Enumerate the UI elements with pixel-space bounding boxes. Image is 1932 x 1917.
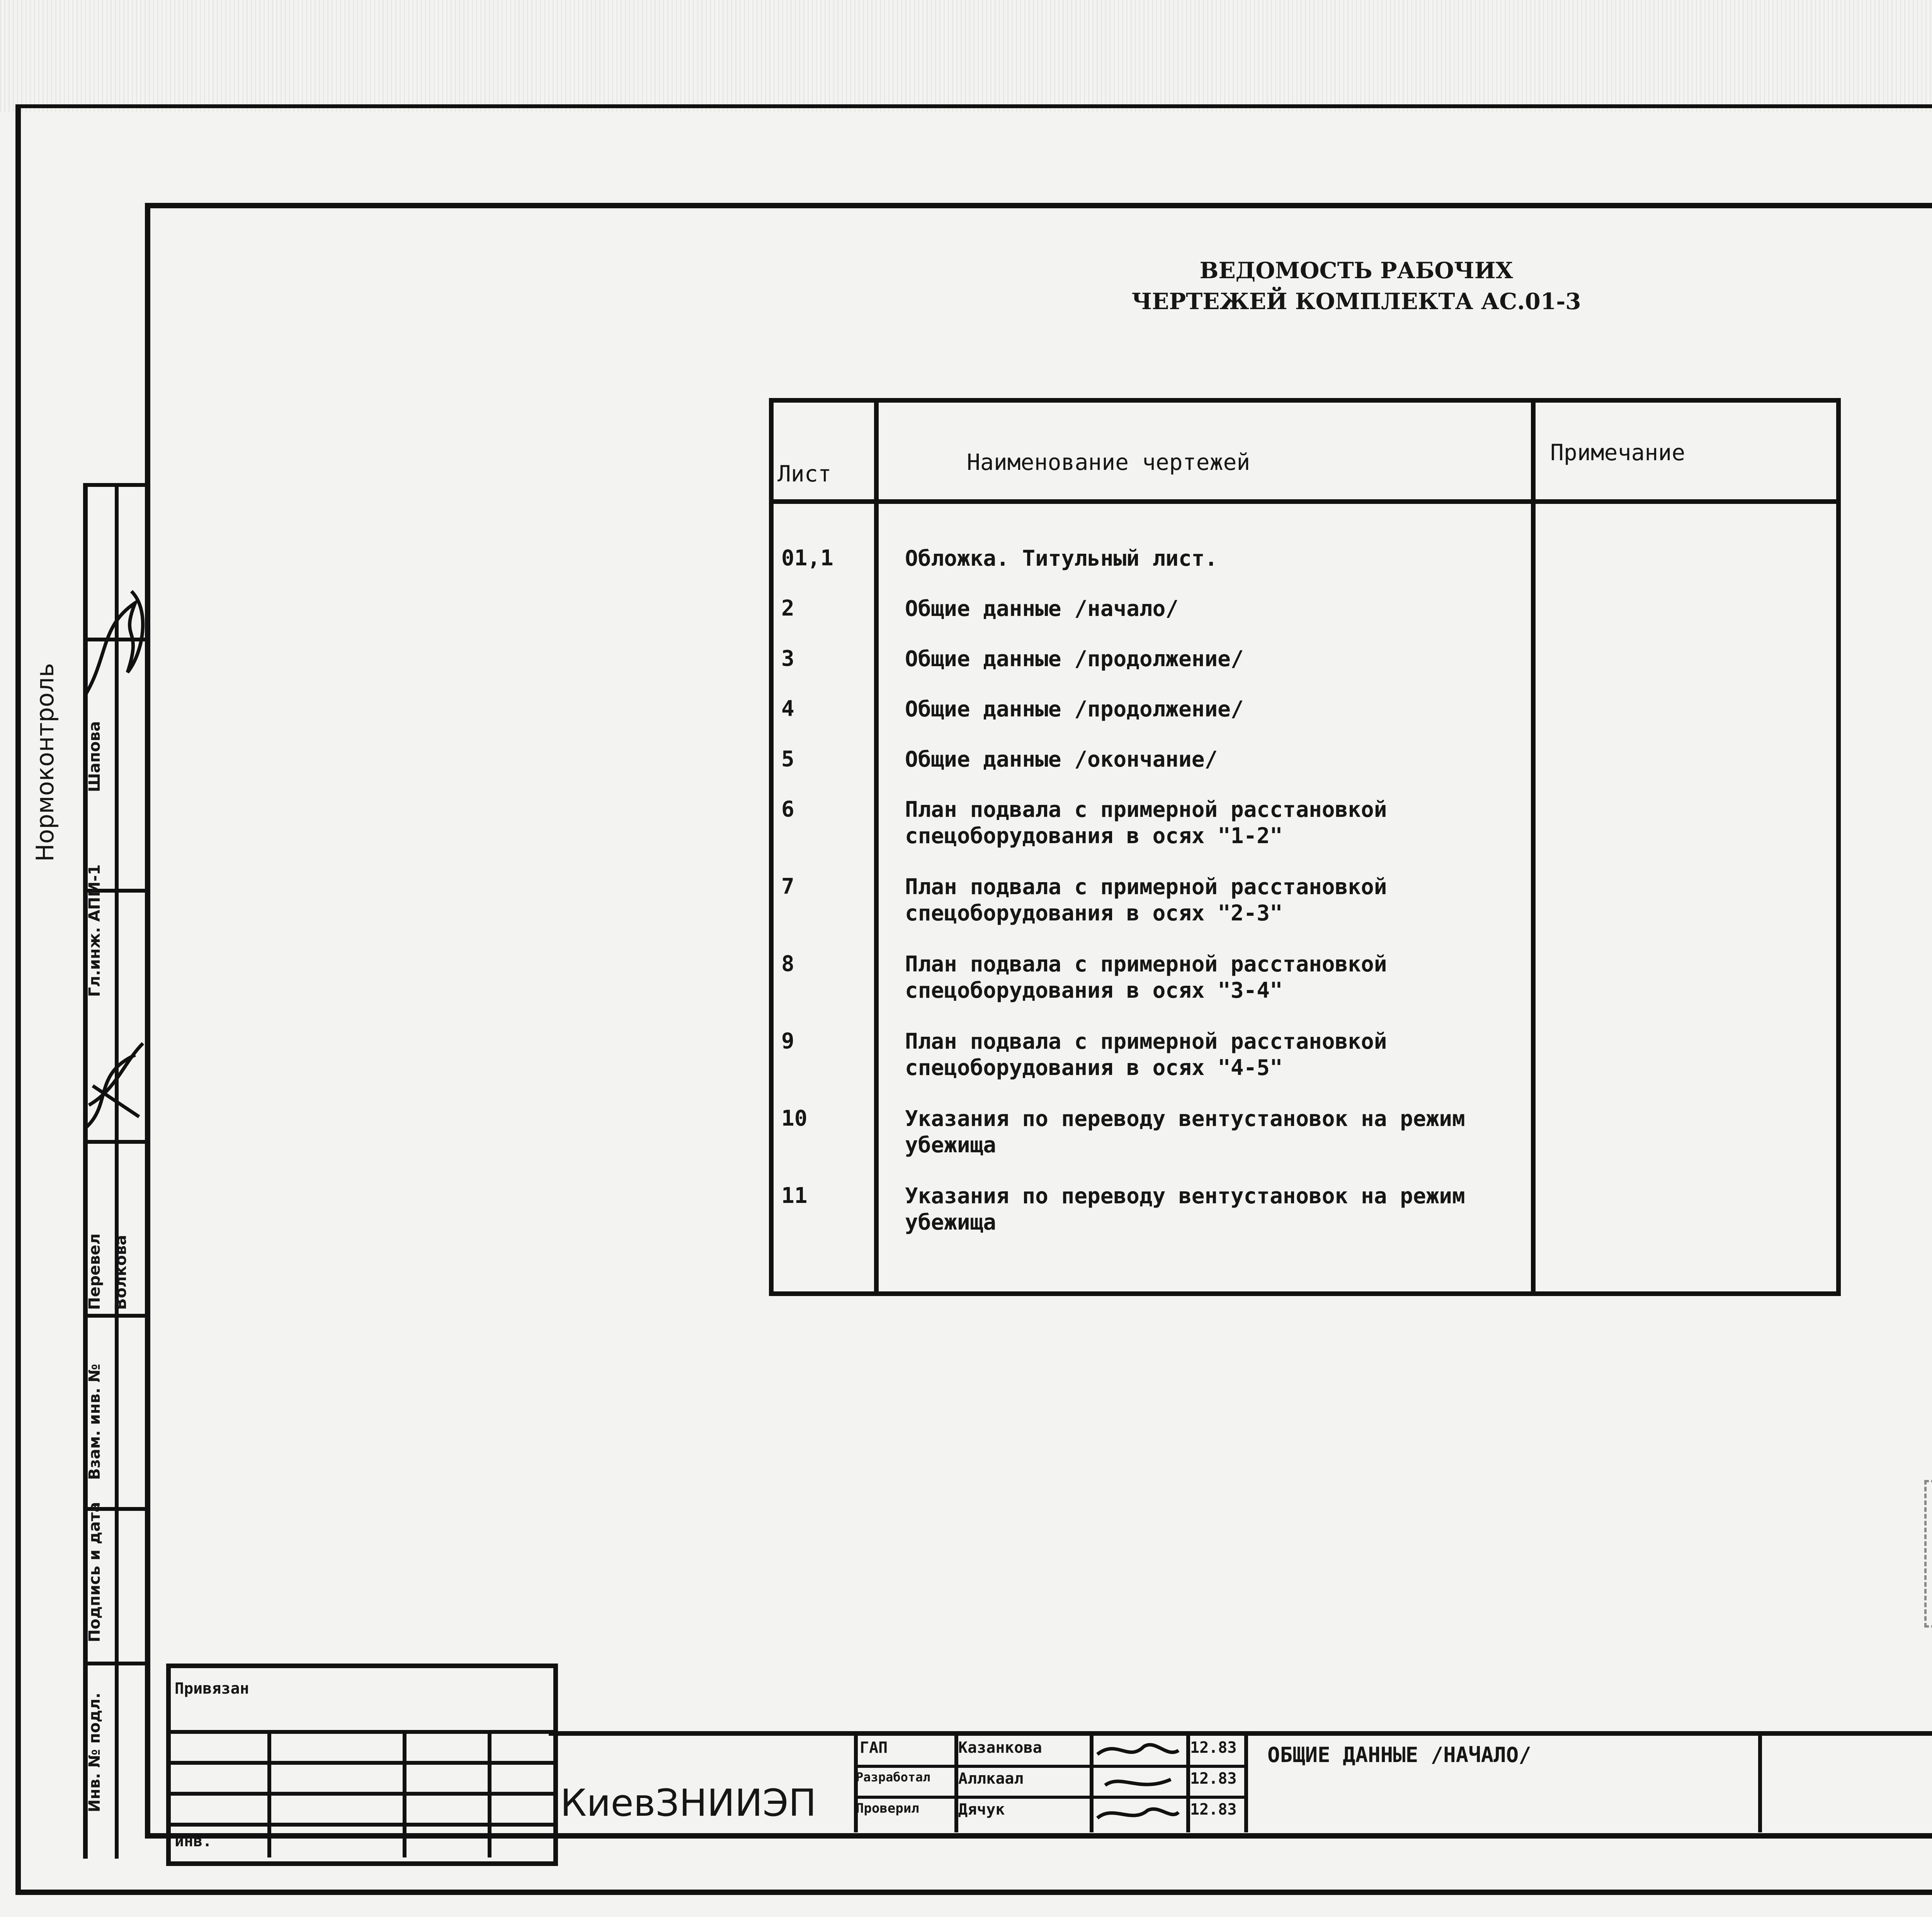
block-divider bbox=[1186, 1736, 1190, 1832]
title-line-2: ЧЕРТЕЖЕЙ КОМПЛЕКТА АС.01-3 bbox=[1131, 288, 1581, 315]
chief-engineer-label: Гл.инж. АПМ-1 bbox=[86, 864, 104, 997]
organization-name: КиевЗНИИЭП bbox=[560, 1781, 816, 1825]
box-rule bbox=[171, 1730, 553, 1734]
name-gap: Казанкова bbox=[958, 1739, 1042, 1757]
drawing-name-cell: Указания по переводу вентустановок на режим убежища bbox=[905, 1106, 1465, 1158]
sheet-number-cell: 8 bbox=[781, 951, 794, 976]
column-header-note: Примечание bbox=[1550, 439, 1685, 466]
block-rule bbox=[854, 1796, 1244, 1799]
sheet-number-cell: 10 bbox=[781, 1106, 808, 1131]
sheet-number-cell: 5 bbox=[781, 747, 794, 772]
column-header-sheet: Лист bbox=[777, 461, 832, 487]
strip-divider bbox=[88, 1662, 150, 1665]
sheet-title: ОБЩИЕ ДАННЫЕ /НАЧАЛО/ bbox=[1267, 1743, 1531, 1767]
drawing-name-cell: План подвала с примерной расстановкой спецоборудования в осях "1-2" bbox=[905, 797, 1387, 849]
replace-inv-label: Взам. инв. № bbox=[86, 1364, 104, 1480]
block-divider bbox=[1090, 1736, 1094, 1832]
sheet-number-cell: 01,1 bbox=[781, 546, 833, 571]
sheet-number-cell: 4 bbox=[781, 696, 794, 721]
drawing-name-cell: Общие данные /продолжение/ bbox=[905, 697, 1244, 722]
binding-label: Привязан bbox=[175, 1680, 249, 1698]
scan-noise bbox=[0, 0, 1932, 112]
name-developer: Аллкаал bbox=[958, 1770, 1024, 1788]
drawing-name-cell: План подвала с примерной расстановкой спецоборудования в осях "3-4" bbox=[905, 952, 1387, 1003]
faded-approval-stamp bbox=[1924, 1480, 1932, 1628]
drawing-name-cell: Обложка. Титульный лист. bbox=[905, 546, 1218, 571]
table-header-rule bbox=[774, 499, 1836, 504]
block-divider bbox=[1758, 1736, 1762, 1832]
strip-divider bbox=[88, 483, 150, 487]
normcontrol-label: Нормоконтроль bbox=[31, 663, 59, 862]
binding-box bbox=[166, 1664, 558, 1866]
chief-engineer-name: Шапова bbox=[86, 721, 104, 792]
date-developer: 12.83 bbox=[1190, 1770, 1237, 1788]
drawing-name-cell: Общие данные /начало/ bbox=[905, 596, 1179, 621]
engineer-signature bbox=[77, 1028, 155, 1144]
sheet-number-cell: 2 bbox=[781, 596, 794, 621]
box-rule bbox=[171, 1792, 553, 1796]
drawing-name-cell: Указания по переводу вентустановок на режим убежища bbox=[905, 1184, 1465, 1235]
table-divider bbox=[874, 403, 879, 1291]
drawing-name-cell: План подвала с примерной расстановкой спецоборудования в осях "4-5" bbox=[905, 1029, 1387, 1080]
box-rule bbox=[171, 1761, 553, 1765]
signatures-column bbox=[1094, 1735, 1182, 1832]
block-divider bbox=[954, 1736, 958, 1832]
inv-orig-label: Инв. № подл. bbox=[86, 1692, 104, 1812]
date-gap: 12.83 bbox=[1190, 1739, 1237, 1757]
box-divider bbox=[488, 1730, 492, 1857]
normcontrol-signature bbox=[77, 580, 155, 715]
written-name: Волкова bbox=[112, 1235, 130, 1310]
box-rule bbox=[171, 1823, 553, 1827]
drawing-name-cell: План подвала с примерной расстановкой спецоборудования в осях "2-3" bbox=[905, 874, 1387, 926]
sheet-number-cell: 7 bbox=[781, 874, 794, 899]
strip-divider bbox=[88, 1314, 150, 1318]
column-header-name: Наименование чертежей bbox=[967, 449, 1250, 475]
title-line-1: ВЕДОМОСТЬ РАБОЧИХ bbox=[1199, 257, 1513, 284]
block-divider bbox=[1244, 1736, 1248, 1832]
drawing-name-cell: Общие данные /продолжение/ bbox=[905, 646, 1244, 672]
name-checker: Дячук bbox=[958, 1801, 1005, 1818]
sheet-number-cell: 11 bbox=[781, 1183, 808, 1208]
wrote-off-label: Перевел bbox=[86, 1233, 104, 1310]
sheet-number-cell: 3 bbox=[781, 646, 794, 671]
document-title bbox=[1066, 255, 1646, 317]
box-divider bbox=[403, 1730, 406, 1857]
block-rule bbox=[854, 1765, 1244, 1768]
role-gap: ГАП bbox=[860, 1739, 888, 1757]
role-developer: Разработал bbox=[856, 1770, 930, 1784]
box-divider bbox=[267, 1730, 271, 1857]
drawings-list-table bbox=[769, 398, 1841, 1296]
inventory-label: инв. bbox=[175, 1832, 212, 1850]
drawing-name-cell: Общие данные /окончание/ bbox=[905, 747, 1218, 772]
sheet-number-cell: 9 bbox=[781, 1029, 794, 1054]
date-checker: 12.83 bbox=[1190, 1801, 1237, 1818]
role-checker: Проверил bbox=[856, 1801, 919, 1816]
sheet-number-cell: 6 bbox=[781, 797, 794, 822]
sign-date-label: Подпись и дата bbox=[86, 1502, 104, 1642]
